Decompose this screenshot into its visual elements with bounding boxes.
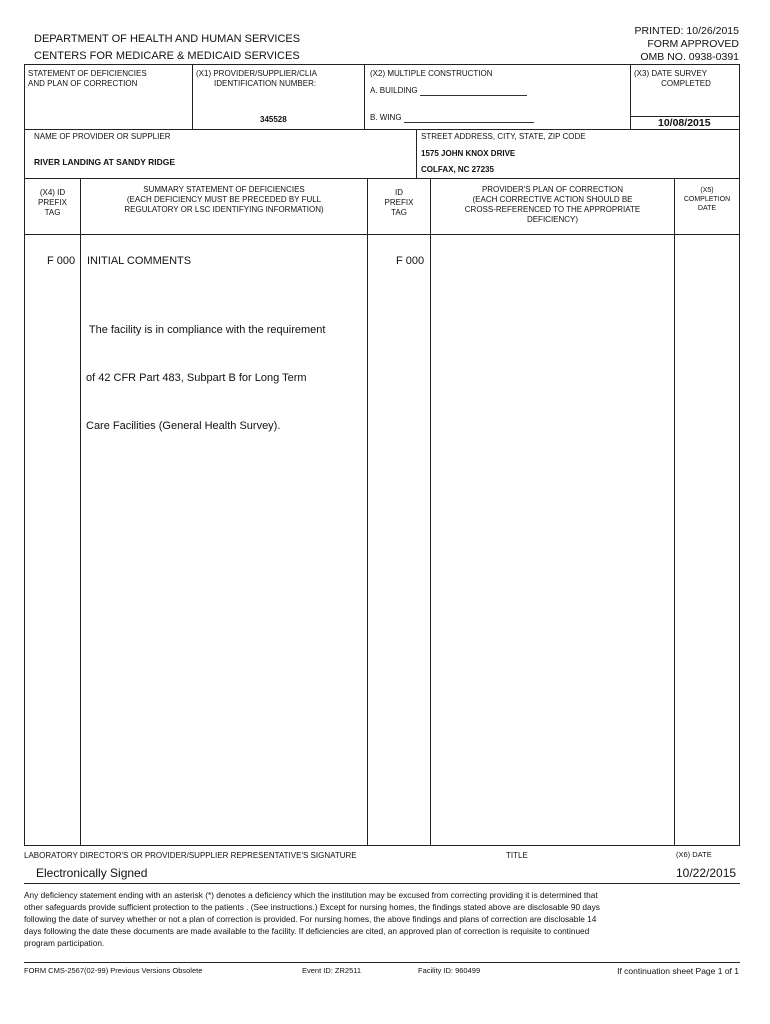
provider-name: RIVER LANDING AT SANDY RIDGE [34,157,176,167]
x3-label: (X3) DATE SURVEY COMPLETED [634,69,711,88]
rule [24,129,740,130]
prefix-tag-right: F 000 [396,255,425,267]
provider-name-label: NAME OF PROVIDER OR SUPPLIER [34,132,171,141]
rule [24,64,25,178]
form-number: FORM CMS-2567(02-99) Previous Versions Obsolete [24,966,203,975]
address-street: 1575 JOHN KNOX DRIVE [421,149,516,158]
survey-completed-date: 10/08/2015 [658,117,711,129]
rule [430,178,431,845]
rule [367,178,368,845]
building-field: A. BUILDING [370,85,527,96]
rule [24,883,740,884]
prefix-tag-left: F 000 [47,255,76,267]
rule [739,64,740,178]
signature-date: 10/22/2015 [676,866,737,880]
rule [674,178,675,845]
wing-field: B. WING [370,112,534,123]
entry-heading: INITIAL COMMENTS [87,255,192,267]
department-line: DEPARTMENT OF HEALTH AND HUMAN SERVICES [34,33,301,45]
id-header: ID PREFIX TAG [384,188,414,217]
facility-id: Facility ID: 960499 [418,966,481,975]
summary-header: SUMMARY STATEMENT OF DEFICIENCIES (EACH DEFICIENCY MUST BE PRECEDED BY FULL REGULATORY OR LSC IDENTIFYING INFORMATION) [124,185,324,214]
continuation-note: If continuation sheet Page 1 of 1 [617,966,739,976]
plan-header: PROVIDER'S PLAN OF CORRECTION (EACH CORRECTIVE ACTION SHOULD BE CROSS-REFERENCED TO THE APPROPRIATE DEFICIENCY) [464,185,641,224]
rule [24,178,740,179]
address-label: STREET ADDRESS, CITY, STATE, ZIP CODE [421,132,586,141]
omb-number: OMB NO. 0938-0391 [640,51,739,63]
rule [24,962,740,963]
rule [80,178,81,845]
statement-label: STATEMENT OF DEFICIENCIES AND PLAN OF CORRECTION [28,69,147,88]
printed-date: PRINTED: 10/26/2015 [634,25,739,37]
rule [416,129,417,178]
x2-label: (X2) MULTIPLE CONSTRUCTION [370,69,493,78]
form-approved: FORM APPROVED [647,38,739,50]
disclaimer: Any deficiency statement ending with an asterisk (*) denotes a deficiency which the institution may be excused from correcting providing it is determined that other safeguards provide sufficient protection to the patients . (See instructions.) Except for nursing homes, the findings stated above are disclosable 90 days following the date of survey whether or not a plan of correction is provided. For nursing homes, the above findings and plans of correction are disclosable 14 days following the date these documents are made available to the facility. If deficiencies are cited, an approved plan of correction is requisite to continued program participation. [24,890,600,948]
rule [192,64,193,129]
entry-body: The facility is in compliance with the requirement of 42 CFR Part 483, Subpart B for Long Term Care Facilities (General Health Survey). [86,324,326,432]
rule [739,178,740,845]
x4-header: (X4) ID PREFIX TAG [38,188,67,217]
rule [24,178,25,845]
rule [24,234,740,235]
rule [24,845,740,846]
x5-header: (X5) COMPLETION DATE [683,187,731,212]
rule [24,64,740,65]
x1-label: (X1) PROVIDER/SUPPLIER/CLIA IDENTIFICATION NUMBER: [196,69,317,88]
date-label: (X6) DATE [676,850,712,859]
rule [630,64,631,129]
signature-value: Electronically Signed [36,866,148,880]
address-city: COLFAX, NC 27235 [421,165,494,174]
event-id: Event ID: ZR2511 [302,966,362,975]
rule [364,64,365,129]
signature-label: LABORATORY DIRECTOR'S OR PROVIDER/SUPPLIER REPRESENTATIVE'S SIGNATURE [24,851,357,860]
clia-number: 345528 [260,115,287,124]
title-label: TITLE [506,851,528,860]
agency-line: CENTERS FOR MEDICARE & MEDICAID SERVICES [34,50,300,62]
